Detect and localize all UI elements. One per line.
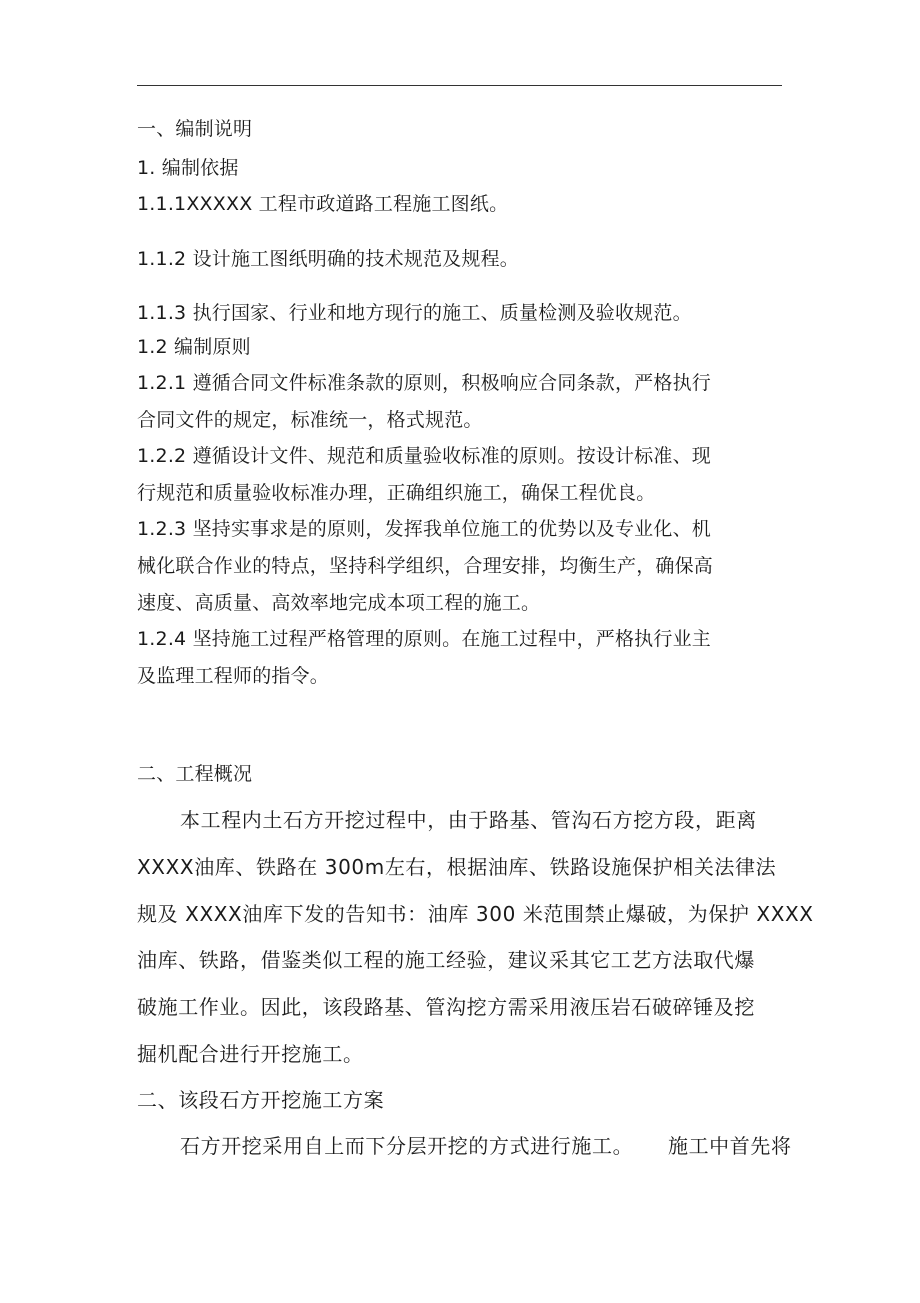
item-1-1-2: 1.1.2 设计施工图纸明确的技术规范及规程。 <box>137 248 519 270</box>
section-2-paragraph-line-3: 规及 XXXX油库下发的告知书：油库 300 米范围禁止爆破，为保护 XXXX <box>137 902 814 926</box>
section-3-paragraph-line-1: 石方开挖采用自上而下分层开挖的方式进行施工。 施工中首先将 <box>180 1134 792 1158</box>
section-2-title: 二、工程概况 <box>137 763 253 785</box>
item-1-1-1: 1.1.1XXXXX 工程市政道路工程施工图纸。 <box>137 193 509 215</box>
item-1-2-2-line-2: 行规范和质量验收标准办理，正确组织施工，确保工程优良。 <box>137 482 656 504</box>
item-1-1-3: 1.1.3 执行国家、行业和地方现行的施工、质量检测及验收规范。 <box>137 302 692 324</box>
section-2-paragraph-line-2: XXXX油库、铁路在 300m左右，根据油库、铁路设施保护相关法律法 <box>137 855 777 879</box>
item-1-2-1-line-1: 1.2.1 遵循合同文件标准条款的原则，积极响应合同条款，严格执行 <box>137 372 711 394</box>
item-1-2-2-line-1: 1.2.2 遵循设计文件、规范和质量验收标准的原则。按设计标准、现 <box>137 445 711 467</box>
section-2-paragraph-line-4: 油库、铁路，借鉴类似工程的施工经验，建议采其它工艺方法取代爆 <box>137 948 755 972</box>
item-1-2-3-line-2: 械化联合作业的特点，坚持科学组织，合理安排，均衡生产，确保高 <box>137 555 714 577</box>
item-1-2-1-line-2: 合同文件的规定，标准统一，格式规范。 <box>137 409 483 431</box>
item-1-2-3-line-1: 1.2.3 坚持实事求是的原则，发挥我单位施工的优势以及专业化、机 <box>137 518 711 540</box>
header-rule <box>137 85 782 86</box>
item-1-2-4-line-1: 1.2.4 坚持施工过程严格管理的原则。在施工过程中，严格执行业主 <box>137 628 711 650</box>
section-2-paragraph-line-6: 掘机配合进行开挖施工。 <box>137 1042 364 1066</box>
section-2-paragraph-line-5: 破施工作业。因此，该段路基、管沟挖方需采用液压岩石破碎锤及挖 <box>137 995 755 1019</box>
item-1-2-4-line-2: 及监理工程师的指令。 <box>137 665 330 687</box>
subsection-1-1-title: 1. 编制依据 <box>137 157 239 179</box>
section-3-title: 二、该段石方开挖施工方案 <box>137 1088 385 1112</box>
subsection-1-2-title: 1.2 编制原则 <box>137 336 251 358</box>
item-1-2-3-line-3: 速度、高质量、高效率地完成本项工程的施工。 <box>137 592 541 614</box>
section-1-title: 一、编制说明 <box>137 118 253 140</box>
section-2-paragraph-line-1: 本工程内土石方开挖过程中，由于路基、管沟石方挖方段，距离 <box>180 808 757 832</box>
